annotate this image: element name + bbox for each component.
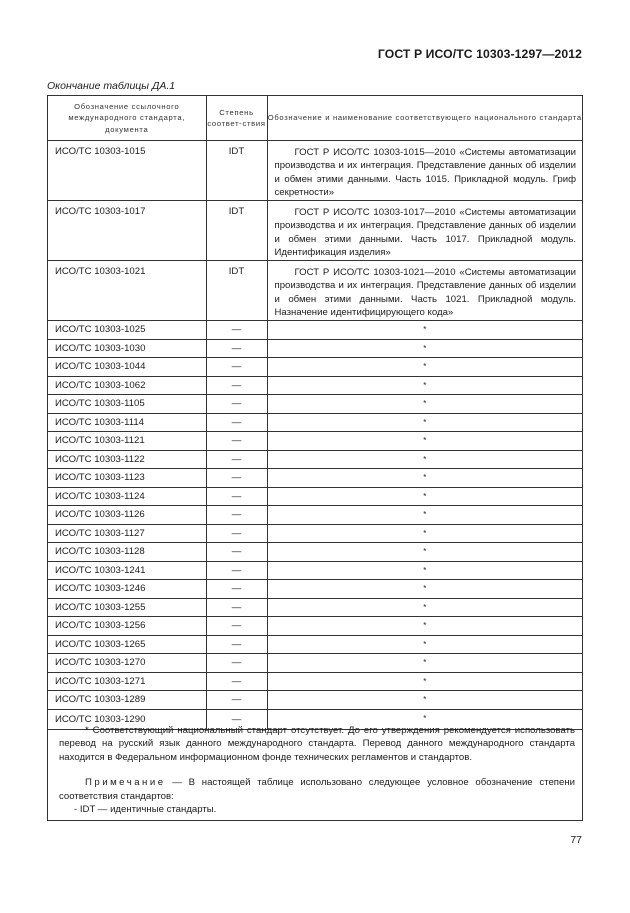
- degree-cell: —: [206, 598, 267, 617]
- reference-doc-cell: ИСО/ТС 10303-1256: [48, 617, 206, 636]
- national-standard-text: ГОСТ Р ИСО/ТС 10303-1021—2010 «Системы автоматизации производства и их интеграция. Представление данных об изделии и обмен этими данными. Часть 1021. Прикладной модуль. Назначение идентифицирующего кода»: [274, 267, 576, 319]
- national-standard-cell: [267, 487, 582, 506]
- table-row: [48, 524, 582, 543]
- degree-cell: —: [206, 617, 267, 636]
- reference-doc-cell: ИСО/ТС 10303-1044: [48, 358, 206, 377]
- note-paragraph: [59, 776, 575, 803]
- table-row: [48, 201, 582, 261]
- reference-doc-cell: ИСО/ТС 10303-1126: [48, 506, 206, 525]
- page-number: 77: [570, 834, 582, 846]
- degree-cell: —: [206, 432, 267, 451]
- degree-cell: —: [206, 580, 267, 599]
- national-standard-cell: [267, 261, 582, 321]
- column-header-reference-doc: Обозначение ссылочного международного стандарта, документа: [48, 96, 206, 141]
- national-standard-cell: [267, 654, 582, 673]
- footnote-marker: *: [423, 399, 427, 409]
- national-standard-cell: [267, 524, 582, 543]
- degree-cell: IDT: [206, 141, 267, 201]
- table-row: [48, 691, 582, 710]
- degree-cell: —: [206, 321, 267, 340]
- reference-doc-cell: ИСО/ТС 10303-1021: [48, 261, 206, 321]
- national-standard-cell: [267, 691, 582, 710]
- degree-cell: —: [206, 487, 267, 506]
- reference-doc-cell: ИСО/ТС 10303-1265: [48, 635, 206, 654]
- reference-doc-cell: ИСО/ТС 10303-1271: [48, 672, 206, 691]
- degree-cell: —: [206, 709, 267, 729]
- national-standard-cell: [267, 395, 582, 414]
- reference-doc-cell: ИСО/ТС 10303-1246: [48, 580, 206, 599]
- degree-cell: —: [206, 376, 267, 395]
- table-row: [48, 672, 582, 691]
- table-row: [48, 395, 582, 414]
- table-row: [48, 506, 582, 525]
- reference-doc-cell: ИСО/ТС 10303-1127: [48, 524, 206, 543]
- appendix-table: [48, 96, 582, 730]
- national-standard-cell: [267, 358, 582, 377]
- footnote-marker: *: [423, 417, 427, 427]
- column-header-national-standard: Обозначение и наименование соответствующего национального стандарта: [267, 96, 582, 141]
- reference-doc-cell: ИСО/ТС 10303-1255: [48, 598, 206, 617]
- footnote-marker: *: [423, 547, 427, 557]
- table-row: [48, 413, 582, 432]
- degree-cell: —: [206, 469, 267, 488]
- document-header: ГОСТ Р ИСО/ТС 10303-1297—2012: [377, 47, 582, 61]
- reference-doc-cell: ИСО/ТС 10303-1290: [48, 709, 206, 729]
- table-row: [48, 450, 582, 469]
- national-standard-cell: [267, 450, 582, 469]
- table-row: [48, 358, 582, 377]
- degree-cell: —: [206, 506, 267, 525]
- footnote-marker: *: [423, 658, 427, 668]
- degree-cell: —: [206, 543, 267, 562]
- reference-doc-cell: ИСО/ТС 10303-1105: [48, 395, 206, 414]
- degree-cell: —: [206, 450, 267, 469]
- degree-cell: —: [206, 691, 267, 710]
- degree-cell: —: [206, 395, 267, 414]
- national-standard-cell: [267, 141, 582, 201]
- table-row: [48, 543, 582, 562]
- reference-doc-cell: ИСО/ТС 10303-1114: [48, 413, 206, 432]
- national-standard-cell: [267, 598, 582, 617]
- degree-cell: —: [206, 339, 267, 358]
- footnote-marker: *: [423, 621, 427, 631]
- degree-cell: —: [206, 413, 267, 432]
- table-row: [48, 617, 582, 636]
- national-standard-cell: [267, 617, 582, 636]
- footnote-marker: *: [423, 380, 427, 390]
- national-standard-cell: [267, 201, 582, 261]
- appendix-table-frame: [47, 95, 583, 821]
- national-standard-cell: [267, 413, 582, 432]
- table-header-row: [48, 96, 582, 141]
- reference-doc-cell: ИСО/ТС 10303-1124: [48, 487, 206, 506]
- table-row: [48, 635, 582, 654]
- footnote-marker: *: [423, 454, 427, 464]
- reference-doc-cell: ИСО/ТС 10303-1030: [48, 339, 206, 358]
- national-standard-cell: [267, 543, 582, 562]
- footnote-marker: *: [423, 528, 427, 538]
- footnote-marker: *: [423, 676, 427, 686]
- table-row: [48, 580, 582, 599]
- table-body: [48, 141, 582, 730]
- table-row: [48, 487, 582, 506]
- footnote-marker: *: [423, 343, 427, 353]
- table-notes: [59, 724, 575, 816]
- reference-doc-cell: ИСО/ТС 10303-1123: [48, 469, 206, 488]
- footnote-marker: *: [423, 565, 427, 575]
- footnote-marker: *: [423, 491, 427, 501]
- reference-doc-cell: ИСО/ТС 10303-1025: [48, 321, 206, 340]
- degree-cell: —: [206, 561, 267, 580]
- degree-cell: —: [206, 635, 267, 654]
- degree-cell: IDT: [206, 201, 267, 261]
- footnote-marker: *: [423, 602, 427, 612]
- reference-doc-cell: ИСО/ТС 10303-1062: [48, 376, 206, 395]
- note-item: - IDT — идентичные стандарты.: [74, 804, 217, 816]
- table-row: [48, 376, 582, 395]
- national-standard-cell: [267, 339, 582, 358]
- footnote-marker: *: [423, 510, 427, 520]
- national-standard-text: ГОСТ Р ИСО/ТС 10303-1017—2010 «Системы автоматизации производства и их интеграция. Представление данных об изделии и обмен этими данными. Часть 1017. Прикладной модуль. Идентификация изделия»: [274, 207, 576, 259]
- national-standard-cell: [267, 561, 582, 580]
- note-label: Примечание: [85, 777, 166, 789]
- national-standard-cell: [267, 506, 582, 525]
- footnote-marker: *: [423, 473, 427, 483]
- degree-cell: IDT: [206, 261, 267, 321]
- national-standard-cell: [267, 469, 582, 488]
- footnote: * Соответствующий национальный стандарт отсутствует. До его утверждения рекомендуется использовать перевод на русский язык данного международного стандарта. Перевод данного международного стандарта находится в Федеральном информационном фонде технических регламентов и стандартов.: [59, 725, 575, 763]
- table-row: [48, 469, 582, 488]
- reference-doc-cell: ИСО/ТС 10303-1017: [48, 201, 206, 261]
- national-standard-cell: [267, 432, 582, 451]
- table-row: [48, 141, 582, 201]
- reference-doc-cell: ИСО/ТС 10303-1128: [48, 543, 206, 562]
- table-row: [48, 561, 582, 580]
- reference-doc-cell: ИСО/ТС 10303-1015: [48, 141, 206, 201]
- table-row: [48, 261, 582, 321]
- national-standard-cell: [267, 672, 582, 691]
- table-caption: Окончание таблицы ДА.1: [47, 80, 176, 92]
- reference-doc-cell: ИСО/ТС 10303-1241: [48, 561, 206, 580]
- footnote-marker: *: [423, 362, 427, 372]
- column-header-degree: Степень соответ-ствия: [206, 96, 267, 141]
- footnote-marker: *: [423, 714, 427, 724]
- footnote-marker: *: [423, 639, 427, 649]
- reference-doc-cell: ИСО/ТС 10303-1270: [48, 654, 206, 673]
- note-text: — В настоящей таблице использовано следующее условное обозначение степени соответствия стандартов:: [59, 777, 575, 802]
- table-row: [48, 654, 582, 673]
- degree-cell: —: [206, 358, 267, 377]
- national-standard-cell: [267, 635, 582, 654]
- degree-cell: —: [206, 524, 267, 543]
- table-row: [48, 432, 582, 451]
- degree-cell: —: [206, 672, 267, 691]
- table-row: [48, 339, 582, 358]
- reference-doc-cell: ИСО/ТС 10303-1122: [48, 450, 206, 469]
- footnote-marker: *: [423, 695, 427, 705]
- reference-doc-cell: ИСО/ТС 10303-1289: [48, 691, 206, 710]
- national-standard-cell: [267, 321, 582, 340]
- national-standard-cell: [267, 376, 582, 395]
- table-row: [48, 598, 582, 617]
- national-standard-text: ГОСТ Р ИСО/ТС 10303-1015—2010 «Системы автоматизации производства и их интеграция. Представление данных об изделии и обмен этими данными. Часть 1015. Прикладной модуль. Гриф секретности»: [274, 147, 576, 199]
- reference-doc-cell: ИСО/ТС 10303-1121: [48, 432, 206, 451]
- national-standard-cell: [267, 580, 582, 599]
- footnote-marker: *: [423, 584, 427, 594]
- table-row: [48, 321, 582, 340]
- degree-cell: —: [206, 654, 267, 673]
- footnote-marker: *: [423, 436, 427, 446]
- footnote-marker: *: [423, 325, 427, 335]
